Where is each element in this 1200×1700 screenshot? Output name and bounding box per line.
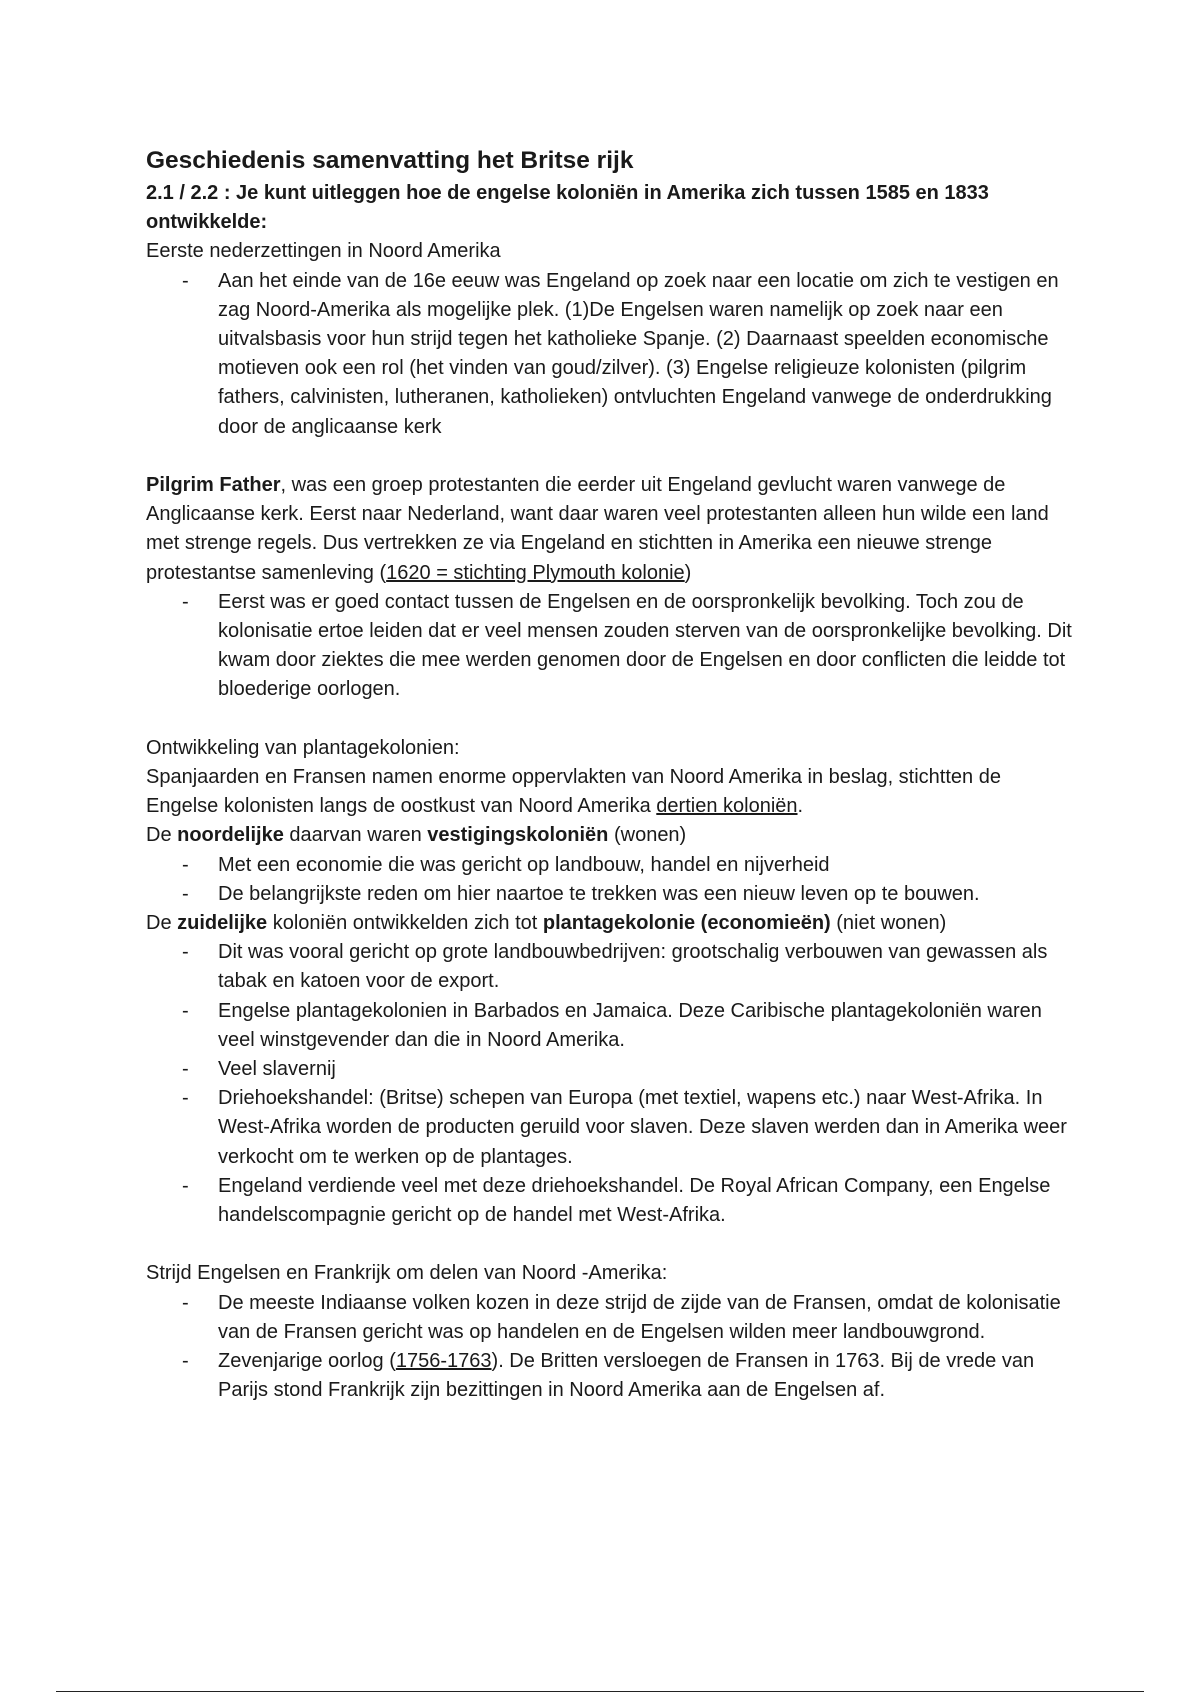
list-item: - Engeland verdiende veel met deze driehoekshandel. De Royal African Company, een Engelse handelscompagnie gericht op de handel met West-Afrika. xyxy=(218,1172,1076,1230)
seven-years-war-text: ). De Britten versloegen de Fransen in 1763. Bij de vrede van Parijs stond Frankrijk zijn bezittingen in Noord Amerika aan de Engelsen af. xyxy=(218,1350,1035,1402)
list-item: - Met een economie die was gericht op landbouw, handel en nijverheid xyxy=(218,851,1076,880)
first-settlements-list xyxy=(146,267,1076,442)
spacer xyxy=(146,705,1076,734)
southern-colonies-list xyxy=(146,938,1076,1230)
plymouth-date-underlined: 1620 = stichting Plymouth kolonie xyxy=(386,561,685,584)
northern-colonies-list xyxy=(146,851,1076,909)
northern-note: (wonen) xyxy=(608,824,687,847)
northern-pre: De xyxy=(146,824,178,847)
document-title: Geschiedenis samenvatting het Britse rijk xyxy=(146,147,634,174)
list-item: - Veel slavernij xyxy=(218,1055,1076,1084)
colonies-text: Spanjaarden en Fransen namen enorme oppervlakten van Noord Amerika in beslag, stichtten de Engelse kolonisten langs de oostkust van Noord Amerika xyxy=(146,766,1001,818)
list-item: - Dit was vooral gericht op grote landbouwbedrijven: grootschalig verbouwen van gewassen als tabak en katoen voor de export. xyxy=(218,938,1076,996)
southern-mid: koloniën ontwikkelden zich tot xyxy=(267,912,543,935)
struggle-list xyxy=(146,1289,1076,1406)
settlement-colonies-term: vestigingskoloniën xyxy=(427,824,609,847)
learning-objective: 2.1 / 2.2 : Je kunt uitleggen hoe de engelse koloniën in Amerika zich tussen 1585 en 1833 ontwikkelde: xyxy=(146,182,989,234)
northern-mid: daarvan waren xyxy=(283,824,428,847)
pilgrim-fathers-list xyxy=(146,588,1076,705)
northern-term: noordelijke xyxy=(177,824,284,847)
plantation-colony-term: plantagekolonie (economieën) xyxy=(542,912,831,935)
section-heading-first-settlements: Eerste nederzettingen in Noord Amerika xyxy=(146,240,501,263)
pilgrim-father-term: Pilgrim Father xyxy=(146,474,281,497)
list-item: - Driehoekshandel: (Britse) schepen van Europa (met textiel, wapens etc.) naar West-Afrika. In West-Afrika worden de producten geruild voor slaven. Deze slaven werden dan in Amerika weer verkocht om te werken op de plantages. xyxy=(218,1084,1076,1172)
page-bottom-rule xyxy=(56,1691,1144,1692)
southern-note: (niet wonen) xyxy=(830,912,947,935)
paren-close: ) xyxy=(684,561,692,584)
seven-years-war-dates: 1756-1763 xyxy=(395,1350,492,1373)
section-heading-plantations: Ontwikkeling van plantagekolonien: xyxy=(146,736,460,759)
list-item: - De meeste Indiaanse volken kozen in deze strijd de zijde van de Fransen, omdat de kolonisatie van de Fransen gericht was op handelen en de Engelsen wilden meer landbouwgrond. xyxy=(218,1289,1076,1347)
thirteen-colonies-underlined: dertien koloniën xyxy=(656,795,798,818)
list-item xyxy=(218,1347,1076,1405)
spacer xyxy=(146,1230,1076,1259)
pilgrim-father-text: , was een groep protestanten die eerder uit Engeland gevlucht waren vanwege de Anglicaanse kerk. Eerst naar Nederland, want daar waren veel protestanten alleen hun wilde een land met strenge regels. Dus vertrekken ze via Engeland en stichtten in Amerika een nieuwe strenge protestantse samenleving ( xyxy=(146,474,1049,584)
list-item: - Eerst was er goed contact tussen de Engelsen en de oorspronkelijk bevolking. Toch zou de kolonisatie ertoe leiden dat er veel mensen zouden sterven van de oorspronkelijke bevolking. Dit kwam door ziektes die mee werden genomen door de Engelsen en door conflicten die leidde tot bloederige oorlogen. xyxy=(218,588,1076,705)
list-item: - De belangrijkste reden om hier naartoe te trekken was een nieuw leven op te bouwen. xyxy=(218,880,1076,909)
southern-pre: De xyxy=(146,912,178,935)
pilgrim-fathers-paragraph xyxy=(146,471,1076,588)
document-body xyxy=(146,143,1076,1405)
seven-years-war-pre: Zevenjarige oorlog ( xyxy=(218,1350,396,1373)
section-heading-struggle: Strijd Engelsen en Frankrijk om delen van Noord -Amerika: xyxy=(146,1262,668,1285)
list-item: - Engelse plantagekolonien in Barbados en Jamaica. Deze Caribische plantagekoloniën waren veel winstgevender dan die in Noord Amerika. xyxy=(218,997,1076,1055)
colonies-period: . xyxy=(797,795,804,818)
northern-colonies-line xyxy=(146,821,1076,850)
spacer xyxy=(146,442,1076,471)
southern-colonies-line xyxy=(146,909,1076,938)
southern-term: zuidelijke xyxy=(177,912,268,935)
list-item: - Aan het einde van de 16e eeuw was Engeland op zoek naar een locatie om zich te vestigen en zag Noord-Amerika als mogelijke plek. (1)De Engelsen waren namelijk op zoek naar een uitvalsbasis voor hun strijd tegen het katholieke Spanje. (2) Daarnaast speelden economische motieven ook een rol (het vinden van goud/zilver). (3) Engelse religieuze kolonisten (pilgrim fathers, calvinisten, lutheranen, katholieken) ontvluchten Engeland vanwege de onderdrukking door de anglicaanse kerk xyxy=(218,267,1076,442)
thirteen-colonies-paragraph xyxy=(146,763,1076,821)
